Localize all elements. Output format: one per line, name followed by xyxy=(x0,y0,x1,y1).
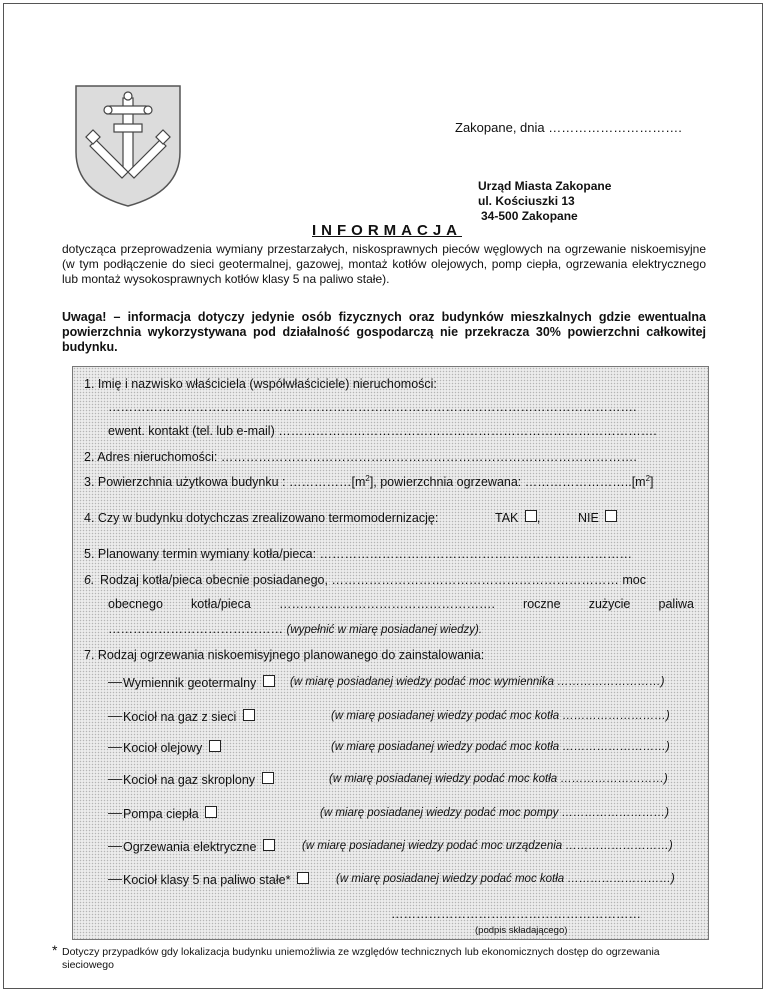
option-note: (w miarę posiadanej wiedzy podać moc pompy ………………………) xyxy=(320,807,669,819)
option-note: (w miarę posiadanej wiedzy podać moc kotła ………………………) xyxy=(331,710,670,722)
q4-tak-option[interactable]: TAK , xyxy=(495,511,541,525)
option-note: (w miarę posiadanej wiedzy podać moc kotła ………………………) xyxy=(336,873,675,885)
q1-contact-field[interactable]: ewent. kontakt (tel. lub e-mail) ………………………………………………………………………………. xyxy=(108,424,657,438)
option-lpg[interactable]: Kocioł na gaz skroplony xyxy=(108,772,274,787)
option-gas-network[interactable]: Kocioł na gaz z sieci xyxy=(108,709,255,724)
address-line: ul. Kościuszki 13 xyxy=(478,194,575,208)
option-oil[interactable]: Kocioł olejowy xyxy=(108,740,221,755)
oil-checkbox[interactable] xyxy=(209,740,221,752)
coat-of-arms-icon xyxy=(72,80,184,210)
recipient-address xyxy=(478,179,611,224)
q6-fuel-line[interactable]: obecnego kotła/pieca ……………………………………………. roczne zużycie paliwa xyxy=(108,597,694,611)
footnote xyxy=(52,942,706,972)
document-title: INFORMACJA xyxy=(312,222,462,239)
q7-label: 7. Rodzaj ogrzewania niskoemisyjnego planowanego do zainstalowania: xyxy=(84,648,485,662)
q6-fuel-field[interactable]: …………………………………… (wypełnić w miarę posiadanej wiedzy). xyxy=(108,622,483,636)
option-geothermal[interactable]: Wymiennik geotermalny xyxy=(108,675,275,690)
option-electric[interactable]: Ogrzewania elektryczne xyxy=(108,839,275,854)
option-note: (w miarę posiadanej wiedzy podać moc urządzenia ………………………) xyxy=(302,840,673,852)
geothermal-checkbox[interactable] xyxy=(263,675,275,687)
intro-paragraph: dotycząca przeprowadzenia wymiany przestarzałych, niskosprawnych pieców węglowych na ogrzewanie niskoemisyjne (w tym podłączenie do sieci geotermalnej, gazowej, montaż kotłów olejowych, pomp ciepła, ogrzewania elektrycznego lub montaż wysokosprawnych kotłów klasy 5 na paliwo stałe). xyxy=(62,242,706,286)
q1-owner-field[interactable]: ………………………………………………………………………………………………………………. xyxy=(108,400,637,414)
q1-label: 1. Imię i nazwisko właściciela (współwłaściciele) nieruchomości: xyxy=(84,377,437,391)
tak-checkbox[interactable] xyxy=(525,510,537,522)
q5-date-field[interactable]: 5. Planowany termin wymiany kotła/pieca: ………………………………………………………………… xyxy=(84,547,633,561)
option-solid-fuel[interactable]: Kocioł klasy 5 na paliwo stałe* xyxy=(108,872,309,887)
option-note: (w miarę posiadanej wiedzy podać moc kotła ………………………) xyxy=(329,773,668,785)
signature-label: (podpis składającego) xyxy=(475,925,568,936)
q2-address-field[interactable]: 2. Adres nieruchomości: ………………………………………………………………………………………. xyxy=(84,450,637,464)
option-note: (w miarę posiadanej wiedzy podać moc wymiennika ………………………) xyxy=(290,676,665,688)
lpg-checkbox[interactable] xyxy=(262,772,274,784)
footnote-text: Dotyczy przypadków gdy lokalizacja budynku uniemożliwia ze względów technicznych lub ekonomicznych dostęp do ogrzewania sieciowego xyxy=(62,946,660,971)
q4-label: 4. Czy w budynku dotychczas zrealizowano termomodernizację: xyxy=(84,511,439,525)
warning-paragraph: Uwaga! – informacja dotyczy jedynie osób fizycznych oraz budynków mieszkalnych gdzie ewentualna powierzchnia wykorzystywana pod działalność gospodarczą nie przekracza 30% powierzchni całkowitej budynku. xyxy=(62,310,706,354)
date-line: Zakopane, dnia …………………………. xyxy=(455,120,682,135)
address-line: Urząd Miasta Zakopane xyxy=(478,179,612,193)
form-box xyxy=(72,366,709,940)
q4-nie-option[interactable]: NIE xyxy=(578,510,617,525)
heat-pump-checkbox[interactable] xyxy=(205,806,217,818)
q6-current-boiler-field[interactable]: Rodzaj kotła/pieca obecnie posiadanego, …………………………………………………………… moc xyxy=(100,573,647,587)
signature-field[interactable]: …………………………………………………… xyxy=(391,907,641,921)
q6-number: 6. xyxy=(84,573,95,587)
q3-area-field[interactable]: 3. Powierzchnia użytkowa budynku : $\dots\dots\dots\dots\dots[m^2]$, powierzchnia ogrzewana: $\dots\dots\dots\dots\dots\dots\dots\dots..[m^2]$ xyxy=(84,474,654,490)
solid-fuel-checkbox[interactable] xyxy=(297,872,309,884)
gas-network-checkbox[interactable] xyxy=(243,709,255,721)
option-heat-pump[interactable]: Pompa ciepła xyxy=(108,806,217,821)
option-note: (w miarę posiadanej wiedzy podać moc kotła ………………………) xyxy=(331,741,670,753)
nie-checkbox[interactable] xyxy=(605,510,617,522)
address-line: 34-500 Zakopane xyxy=(481,209,578,223)
electric-checkbox[interactable] xyxy=(263,839,275,851)
footnote-star: * xyxy=(52,942,58,958)
